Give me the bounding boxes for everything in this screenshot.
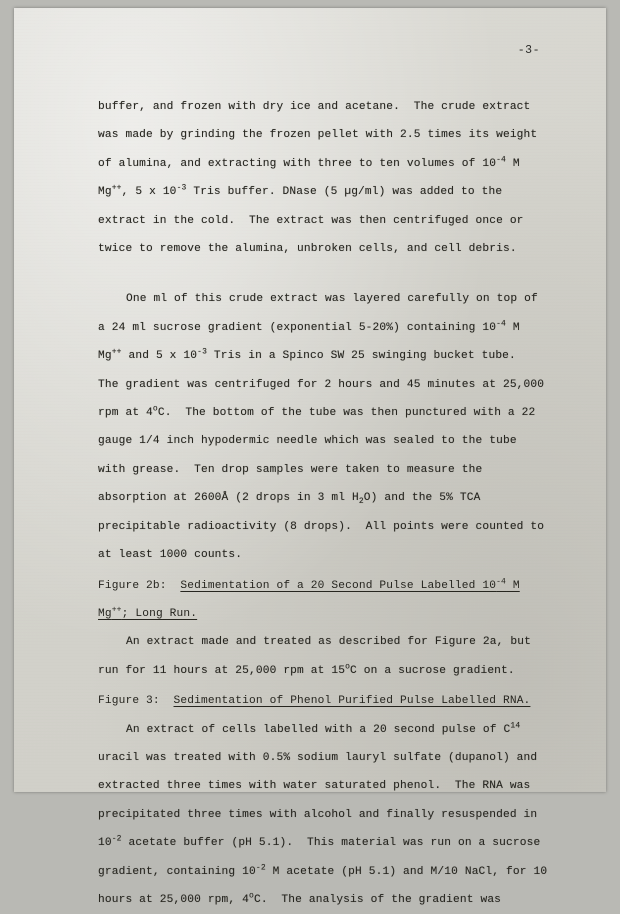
paragraph-3: An extract made and treated as described for Figure 2a, but run for 11 hours at 25,000 rpm at 15$^o$C on a sucrose gradient. (98, 636, 531, 677)
heading-figure-2b (98, 572, 548, 629)
heading-figure-3-label: Figure 3: (98, 695, 160, 708)
heading-figure-3-title: Sedimentation of Phenol Purified Pulse Labelled RNA. (173, 695, 531, 708)
paragraph-2: One ml of this crude extract was layered carefully on top of a 24 ml sucrose gradient (exponential 5-20%) containing $10^{-4}$ M Mg++ and 5 x $10^{-3}$ Tris in a Spinco SW 25 swinging bucket tube. The gradient was centrifuged for 2 hours and 45 minutes at 25,000 rpm at 4$^o$C. The bottom of the tube was then punctured with a 22 gauge 1/4 inch hypodermic needle which was sealed to the tube with grease. Ten drop samples were taken to measure the absorption at 2600Å (2 drops in 3 ml $H_2O$) and the 5% TCA precipitable radioactivity (8 drops). All points were counted to at least 1000 counts. (98, 293, 545, 562)
paragraph-1: buffer, and frozen with dry ice and acetane. The crude extract was made by grinding the frozen pellet with 2.5 times its weight of alumina, and extracting with three to ten volumes of $10^{-4}$ M Mg++, 5 x $10^{-3}$ Tris buffer. DNase (5 µg/ml) was added to the extract in the cold. The extract was then centrifuged once or twice to remove the alumina, unbroken cells, and cell debris. (98, 101, 538, 256)
heading-figure-2b-label: Figure 2b: (98, 579, 167, 592)
page-number: -3- (517, 44, 540, 57)
heading-figure-3 (98, 687, 548, 715)
document-page (14, 8, 606, 906)
document-content (14, 8, 606, 906)
heading-figure-2b-title: Sedimentation of a 20 Second Pulse Labelled $10^{-4}$ M Mg++; Long Run. (98, 576, 520, 620)
paragraph-4: An extract of cells labelled with a 20 second pulse of $C^{14}$ uracil was treated with 0.5% sodium lauryl sulfate (dupanol) and extracted three times with water saturated phenol. The RNA was precipitated three times with alcohol and finally resuspended in $10^{-2}$ acetate buffer (pH 5.1). This material was run on a sucrose gradient, containing $10^{-2}$ M acetate (pH 5.1) and M/10 NaCl, for 10 hours at 25,000 rpm, 4$^o$C. The analysis of the gradient was (98, 720, 548, 906)
